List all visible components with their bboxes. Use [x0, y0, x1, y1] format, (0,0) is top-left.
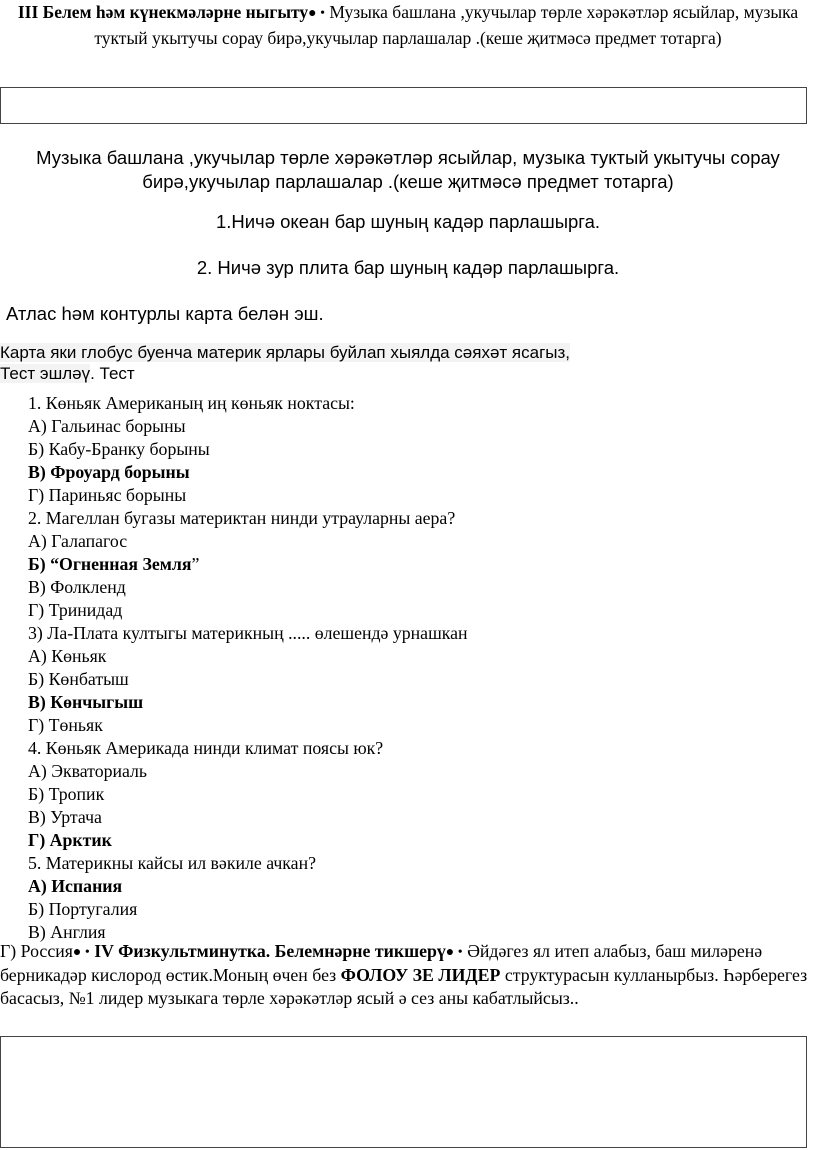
- test-item-text: 3) Ла-Плата култыгы материкның ..... өлешендә урнашкан: [28, 623, 468, 643]
- test-answer-option: [28, 415, 468, 438]
- test-item-text: А) Испания: [28, 876, 123, 896]
- test-answer-option: [28, 668, 468, 691]
- test-answer-option: [28, 829, 468, 852]
- test-answer-option: [28, 898, 468, 921]
- test-item-tail: ”: [191, 554, 200, 574]
- test-answer-option: [28, 576, 468, 599]
- test-item-text: А) Галапагос: [28, 531, 128, 551]
- test-item-text: 4. Көньяк Америкада нинди климат поясы юк?: [28, 738, 384, 758]
- section-4-paragraph: [0, 940, 810, 1010]
- test-item-text: 5. Материкны кайсы ил вәкиле ачкан?: [28, 853, 316, 873]
- empty-table-cell: [0, 1036, 807, 1148]
- pair-question-plates: 2. Ничә зур плита бар шуның кадәр парлашырга.: [196, 257, 620, 278]
- test-item-text: Б) “Огненная Земля: [28, 554, 192, 574]
- section-3-paragraph: [0, 0, 816, 50]
- bullet-icon: ● •: [445, 945, 463, 960]
- map-task-test-suffix: . Тест: [90, 364, 135, 383]
- test-answer-option: [28, 875, 468, 898]
- test-item-text: В) Фолкленд: [28, 577, 126, 597]
- test-item-text: 1. Көньяк Американың иң көньяк ноктасы:: [28, 393, 355, 413]
- map-task-test-label: Тест эшләү: [0, 364, 91, 383]
- test-question: [28, 737, 468, 760]
- bullet-icon: ● •: [72, 945, 90, 960]
- atlas-task: Атлас һәм контурлы карта белән эш.: [6, 303, 324, 324]
- test-answer-option: [28, 438, 468, 461]
- test-answer-option: [28, 484, 468, 507]
- test-item-text: Г) Тринидад: [28, 600, 123, 620]
- test-answer-option: [28, 461, 468, 484]
- test-answer-option: [28, 783, 468, 806]
- bullet-icon: ● •: [308, 6, 325, 21]
- test-item-text: А) Экваториаль: [28, 761, 148, 781]
- test-item-text: Г) Төньяк: [28, 715, 103, 735]
- test-question: [28, 622, 468, 645]
- test-answer-option: [28, 645, 468, 668]
- test-answer-option: [28, 760, 468, 783]
- test-answer-option: [28, 553, 468, 576]
- test-item-text: Б) Кабу-Бранку борыны: [28, 439, 210, 459]
- map-task-line1: Карта яки глобус буенча материк ярлары буйлап хыялда сәяхәт ясагыз,: [0, 343, 571, 362]
- test-item-text: В) Көнчыгыш: [28, 692, 144, 712]
- section-4-text-2: структурасын кулланырбыз. Һәрберегез басасыз, №1 лидер музыкага төрле хәрәкәтләр ясый ә сез аны кабатлыйсыз..: [0, 965, 808, 1008]
- section-4-text-1: Әйдәгез ял итеп алабыз, баш миләренә берникадәр кислород өстик.Моның өчен без: [0, 941, 763, 985]
- test-last-option: Г) Россия: [0, 941, 73, 961]
- test-item-text: А) Көньяк: [28, 646, 107, 666]
- test-item-text: А) Гальинас борыны: [28, 416, 186, 436]
- test-answer-option: [28, 691, 468, 714]
- section-3-title: III Белем һәм күнекмәләрне ныгыту: [17, 2, 309, 22]
- test-item-text: 2. Магеллан бугазы материктан нинди утрауларны аера?: [28, 508, 456, 528]
- test-item-text: Б) Тропик: [28, 784, 105, 804]
- section-4-title: IV Физкультминутка. Белемнәрне тикшерү: [89, 941, 446, 961]
- test-item-text: В) Уртача: [28, 807, 102, 827]
- test-item-text: Б) Көнбатыш: [28, 669, 129, 689]
- test-question-list: [28, 392, 468, 944]
- test-answer-option: [28, 599, 468, 622]
- pair-question-oceans: 1.Ничә океан бар шуның кадәр парлашырга.: [215, 211, 601, 232]
- test-question: [28, 852, 468, 875]
- test-question: [28, 392, 468, 415]
- test-item-text: Г) Париньяс борыны: [28, 485, 187, 505]
- test-answer-option: [28, 806, 468, 829]
- test-item-text: Б) Португалия: [28, 899, 138, 919]
- test-item-text: В) Фроуард борыны: [28, 462, 190, 482]
- empty-table-cell: [0, 87, 807, 124]
- structure-name: ФОЛОУ ЗЕ ЛИДЕР: [340, 965, 501, 985]
- music-instructions: Музыка башлана ,укучылар төрле хәрәкәтләр ясыйлар, музыка туктый укытучы сорау бирә,укучылар парлашалар .(кеше җитмәсә предмет тотарга): [36, 147, 780, 192]
- test-answer-option: [28, 714, 468, 737]
- test-answer-option: [28, 530, 468, 553]
- test-item-text: В) Англия: [28, 922, 106, 942]
- test-item-text: Г) Арктик: [28, 830, 112, 850]
- section-3-text: Музыка башлана ,укучылар төрле хәрәкәтләр ясыйлар, музыка туктый укытучы сорау бирә,укучылар парлашалар .(кеше җитмәсә предмет тотарга): [94, 2, 799, 48]
- test-question: [28, 507, 468, 530]
- map-task: [0, 342, 640, 384]
